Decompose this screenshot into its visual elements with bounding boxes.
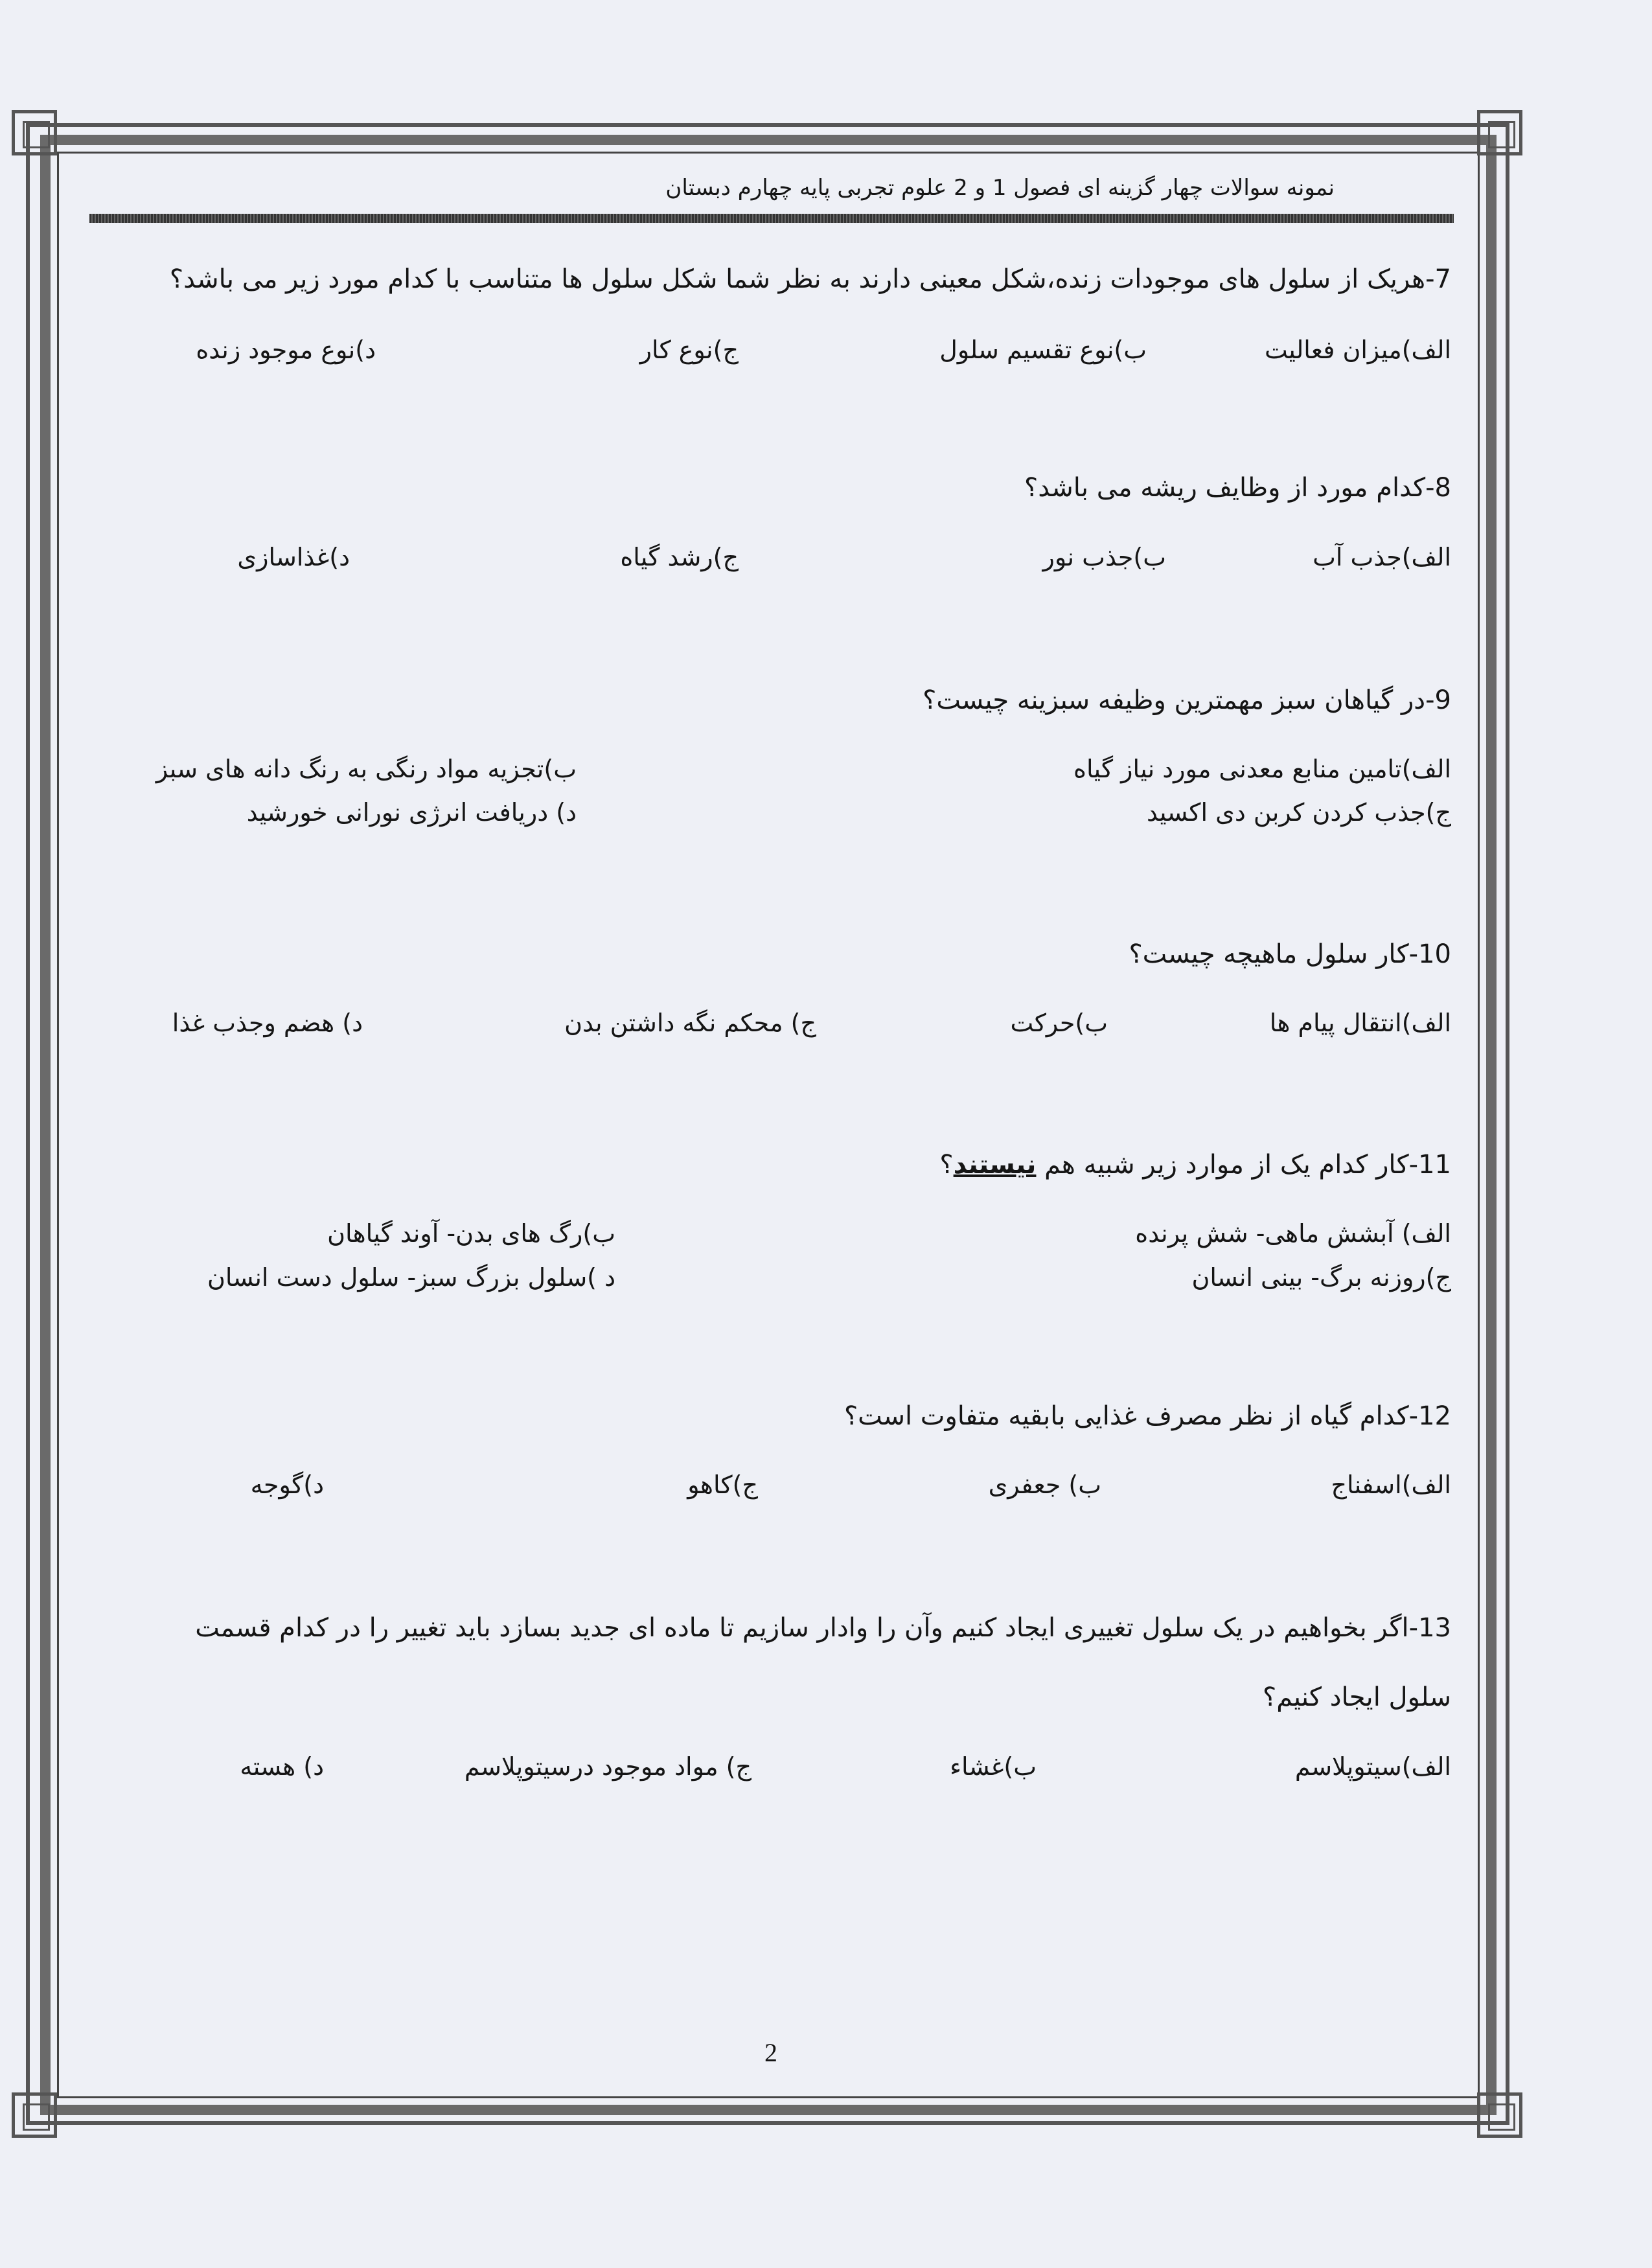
corner-ornament [12, 110, 57, 155]
question-11 [939, 1150, 1451, 1180]
option-c: ج)نوع کار [639, 336, 739, 364]
question-7: 7-هریک از سلول های موجودات زنده،شکل معینی دارند به نظر شما شکل سلول ها متناسب با کدام مورد زیر می باشد؟ [169, 264, 1451, 294]
option-d: د) دریافت انرژی نورانی خورشید [246, 798, 577, 827]
corner-ornament [1477, 110, 1522, 155]
corner-ornament [12, 2092, 57, 2138]
corner-ornament [1477, 2092, 1522, 2138]
option-c: ج) محکم نگه داشتن بدن [564, 1009, 816, 1037]
emphasis-underlined: نیستند [953, 1150, 1037, 1180]
option-b: ب)جذب نور [1042, 543, 1166, 571]
question-12: 12-کدام گیاه از نظر مصرف غذایی بابقیه متفاوت است؟ [843, 1401, 1451, 1431]
question-mark: ؟ [939, 1150, 954, 1180]
option-a: الف) آبشش ماهی- شش پرنده [1135, 1219, 1451, 1248]
option-a: الف)تامین منابع معدنی مورد نیاز گیاه [1073, 755, 1451, 783]
page-number: 2 [764, 2038, 777, 2067]
option-b: ب)رگ های بدن- آوند گیاهان [327, 1219, 615, 1248]
option-d: د)غذاسازی [237, 543, 350, 571]
header-divider [89, 214, 1454, 223]
border-frame-inner [57, 152, 1480, 2098]
option-a: الف)اسفناج [1331, 1471, 1451, 1499]
question-9: 9-در گیاهان سبز مهمترین وظیفه سبزینه چیست؟ [923, 685, 1451, 715]
option-a: الف)میزان فعالیت [1264, 336, 1451, 364]
option-a: الف)سیتوپلاسم [1294, 1752, 1451, 1781]
option-c: ج)روزنه برگ- بینی انسان [1191, 1263, 1451, 1292]
option-b: ب)نوع تقسیم سلول [939, 336, 1147, 364]
question-11-text: 11-کار کدام یک از موارد زیر شبیه هم [1036, 1150, 1451, 1180]
option-b: ب)حرکت [1010, 1009, 1108, 1037]
question-8: 8-کدام مورد از وظایف ریشه می باشد؟ [1024, 473, 1451, 503]
question-10: 10-کار سلول ماهیچه چیست؟ [1129, 939, 1451, 969]
question-13-line-2: سلول ایجاد کنیم؟ [1262, 1682, 1451, 1712]
option-d: د) هضم وجذب غذا [172, 1009, 363, 1037]
question-13-line-1: 13-اگر بخواهیم در یک سلول تغییری ایجاد کنیم وآن را وادار سازیم تا ماده ای جدید بسازد باید تغییر را در کدام قسمت [195, 1613, 1451, 1643]
option-c: ج) مواد موجود درسیتوپلاسم [464, 1752, 751, 1781]
page-header-title: نمونه سوالات چهار گزینه ای فصول 1 و 2 علوم تجربی پایه چهارم دبستان [665, 175, 1335, 201]
option-b: ب) جعفری [988, 1471, 1101, 1499]
option-c: ج)جذب کردن کربن دی اکسید [1147, 798, 1451, 827]
option-d: د)نوع موجود زنده [196, 336, 376, 364]
option-a: الف)جذب آب [1313, 543, 1451, 571]
option-b: ب)غشاء [950, 1752, 1037, 1781]
option-c: ج)رشد گیاه [620, 543, 739, 571]
option-d: د) هسته [240, 1752, 324, 1781]
option-b: ب)تجزیه مواد رنگی به رنگ دانه های سبز [155, 755, 577, 783]
option-a: الف)انتقال پیام ها [1269, 1009, 1451, 1037]
option-d: د)گوجه [250, 1471, 324, 1499]
option-d: د )سلول بزرگ سبز- سلول دست انسان [207, 1263, 615, 1292]
option-c: ج)کاهو [687, 1471, 758, 1499]
